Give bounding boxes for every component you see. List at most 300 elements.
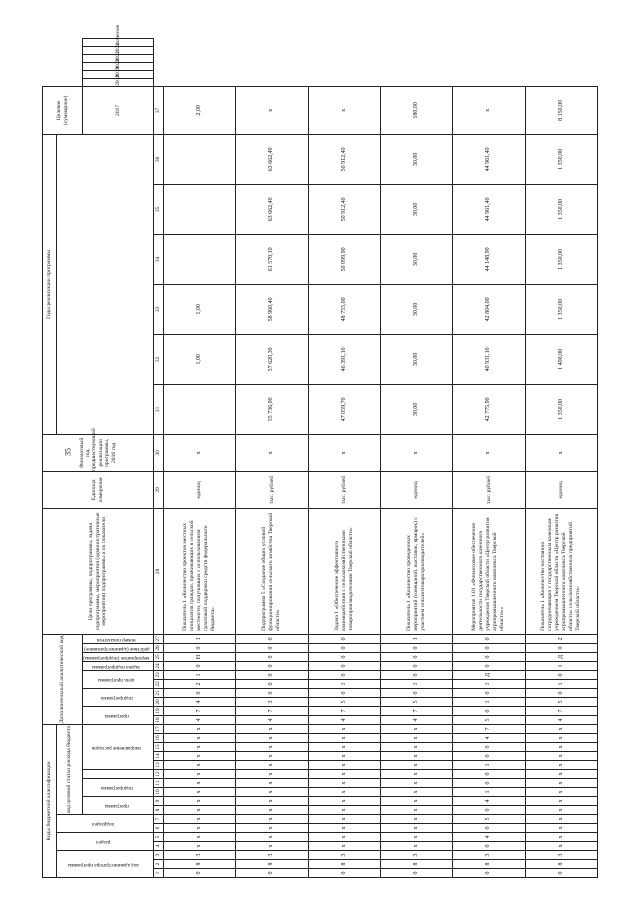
row-year-value: 40 931,10 (453, 334, 525, 384)
code-digit: 4 (163, 715, 235, 724)
code-digit: х (163, 806, 235, 815)
header-analytic-indicator: номер показателя (83, 634, 154, 643)
code-digit: 7 (380, 706, 452, 715)
code-digit: 0 (453, 869, 525, 878)
code-digit: х (236, 779, 308, 788)
code-digit: х (236, 815, 308, 824)
code-digit: 0 (308, 670, 380, 679)
code-digit: 0 (453, 806, 525, 815)
row-description: Показатель 1 «Количество постоянно сотрудничающих с государственным казенным учреждением Тверской области «Центр развития агропромышленного комплекса Тверской области» сельскохозяйственных предприятий Тверской области» (525, 508, 597, 634)
column-number: 20 (153, 697, 163, 706)
header-blank (83, 770, 154, 779)
column-number: 24 (153, 661, 163, 670)
code-digit: 0 (308, 688, 380, 697)
row-year-value: 1 350,00 (525, 134, 597, 184)
code-digit: 0 (380, 670, 452, 679)
row-base-year: х (525, 434, 597, 471)
header-years-spacer (57, 134, 154, 434)
code-digit: 0 (308, 652, 380, 661)
row-year-value (163, 184, 235, 234)
row-year-value: 1 350,00 (525, 284, 597, 334)
header-goal-col: Цели программы, подпрограммы, задачи подпрограммы, мероприятия (административные мероприятия) подпрограммы и их показатели (43, 508, 154, 634)
row-unit: единиц (380, 471, 452, 508)
program-table (42, 24, 598, 878)
header-year-2018: 2018 (83, 78, 154, 86)
code-digit: х (308, 724, 380, 733)
code-digit: 4 (308, 715, 380, 724)
header-year-2019: 2019 (83, 70, 154, 78)
row-year-value: 57 620,30 (236, 334, 308, 384)
code-digit: х (308, 752, 380, 761)
code-digit: х (525, 815, 597, 824)
column-number: 16 (153, 734, 163, 743)
code-digit: х (525, 779, 597, 788)
code-digit: х (380, 824, 452, 833)
code-digit: 0 (525, 688, 597, 697)
code-digit: х (163, 743, 235, 752)
code-digit: 0 (380, 869, 452, 878)
code-digit: Н (163, 652, 235, 661)
column-number: 17 (153, 724, 163, 733)
code-digit: 8 (163, 860, 235, 869)
code-digit: х (380, 724, 452, 733)
header-year-2020: 2020 (83, 62, 154, 70)
row-year-value: 30,00 (380, 384, 452, 434)
code-digit: 4 (163, 697, 235, 706)
code-digit: х (525, 788, 597, 797)
code-digit: 4 (453, 797, 525, 806)
header-analytic-action: действие (административное) (83, 643, 154, 652)
code-digit: 0 (380, 661, 452, 670)
code-digit: 0 (308, 643, 380, 652)
header-years-group: Годы реализации программы (43, 134, 57, 434)
code-digit: 8 (525, 860, 597, 869)
header-subprogram: подпрограмма (83, 779, 154, 797)
code-digit: 1 (380, 634, 452, 643)
column-number: 4 (153, 842, 163, 851)
code-digit: х (236, 770, 308, 779)
column-number: 14 (153, 752, 163, 761)
code-digit: 0 (453, 824, 525, 833)
column-number: 33 (153, 284, 163, 334)
column-number: 10 (153, 788, 163, 797)
row-year-value: 50 099,90 (308, 234, 380, 284)
table-row (236, 39, 308, 878)
code-digit: 3 (308, 851, 380, 860)
row-year-value: 44 148,90 (453, 234, 525, 284)
row-year-value: 63 662,40 (236, 134, 308, 184)
column-number: 2 (153, 860, 163, 869)
column-number: 27 (153, 634, 163, 643)
program-table-sheet (42, 24, 598, 878)
row-unit: тыс. рублей (453, 471, 525, 508)
column-number: 30 (153, 434, 163, 471)
code-digit: х (236, 833, 308, 842)
code-digit: 1 (453, 761, 525, 770)
code-digit: 0 (236, 688, 308, 697)
code-digit: х (236, 724, 308, 733)
row-base-year: х (236, 434, 308, 471)
header-year-2017: 2017 (83, 86, 154, 134)
column-number: 21 (153, 688, 163, 697)
column-number: 25 (153, 652, 163, 661)
code-digit: 1 (453, 679, 525, 688)
row-base-year: х (163, 434, 235, 471)
row-year-value (163, 234, 235, 284)
code-digit: 3 (380, 851, 452, 860)
code-digit: х (308, 779, 380, 788)
code-digit: 0 (453, 643, 525, 652)
column-number: 8 (153, 806, 163, 815)
code-digit: 4 (525, 715, 597, 724)
code-digit: х (163, 815, 235, 824)
code-digit: х (163, 724, 235, 733)
code-digit: 1 (525, 679, 597, 688)
column-number: 1 (153, 869, 163, 878)
code-digit: 3 (453, 851, 525, 860)
code-digit: 3 (236, 697, 308, 706)
code-digit: 1 (525, 661, 597, 670)
row-year-value: 55 736,00 (236, 384, 308, 434)
column-number: 15 (153, 743, 163, 752)
code-digit: 7 (163, 706, 235, 715)
row-target-value: 180,00 (380, 86, 452, 134)
column-number: 11 (153, 779, 163, 788)
code-digit: х (525, 806, 597, 815)
row-year-value: 1 350,00 (525, 384, 597, 434)
row-year-value: 58 960,40 (236, 284, 308, 334)
code-digit: 2 (525, 634, 597, 643)
column-number: 19 (153, 706, 163, 715)
row-unit: тыс. рублей (236, 471, 308, 508)
header-admin-code: код администратора программы (57, 851, 154, 878)
row-base-year: х (308, 434, 380, 471)
row-year-value: 1 350,00 (525, 234, 597, 284)
column-number: 9 (153, 797, 163, 806)
code-digit: 7 (236, 706, 308, 715)
row-year-value: 48 755,00 (308, 284, 380, 334)
row-year-value: 46 391,10 (308, 334, 380, 384)
header-program: программа (83, 797, 154, 815)
column-number: 32 (153, 334, 163, 384)
code-digit: х (525, 824, 597, 833)
row-unit: тыс. рублей (308, 471, 380, 508)
code-digit: 0 (525, 670, 597, 679)
code-digit: 0 (453, 770, 525, 779)
code-digit: х (525, 724, 597, 733)
code-digit: х (236, 761, 308, 770)
code-digit: х (380, 842, 452, 851)
row-year-value: 61 570,10 (236, 234, 308, 284)
row-year-value: 1 400,00 (525, 334, 597, 384)
code-digit: 5 (453, 815, 525, 824)
row-target-value: х (308, 86, 380, 134)
row-year-value: 30,00 (380, 234, 452, 284)
code-digit: х (525, 833, 597, 842)
column-number: 13 (153, 761, 163, 770)
code-digit: х (163, 761, 235, 770)
header-target-sub: значение (83, 39, 154, 47)
column-number: 28 (153, 508, 163, 634)
column-number: 22 (153, 679, 163, 688)
code-digit: х (308, 815, 380, 824)
code-digit: х (380, 806, 452, 815)
code-digit: 0 (453, 752, 525, 761)
row-unit: единиц (525, 471, 597, 508)
code-digit: х (380, 734, 452, 743)
header-analytic-measure: мероприятие (подпрограммы) (83, 652, 154, 661)
row-year-value: 30,00 (380, 184, 452, 234)
code-digit: 0 (453, 842, 525, 851)
code-digit: х (380, 833, 452, 842)
code-digit: 0 (163, 661, 235, 670)
code-digit: х (525, 761, 597, 770)
code-digit: 0 (236, 670, 308, 679)
row-base-year: х (380, 434, 452, 471)
code-digit: х (525, 770, 597, 779)
code-digit: 1 (163, 670, 235, 679)
row-description: Задача 1 «Обеспечение эффективного взаимодействия с сельскохозяйственными товаропроизводителями Тверской области» (308, 508, 380, 634)
code-digit: 1 (163, 634, 235, 643)
code-digit: х (380, 761, 452, 770)
code-digit: 0 (453, 661, 525, 670)
code-digit: 1 (453, 788, 525, 797)
row-year-value: 42 775,90 (453, 384, 525, 434)
row-target-value: 8 150,00 (525, 86, 597, 134)
code-digit: х (163, 779, 235, 788)
row-year-value: 30,00 (380, 334, 452, 384)
code-digit: х (380, 743, 452, 752)
code-digit: х (525, 797, 597, 806)
code-digit: 7 (453, 724, 525, 733)
header-year-2021: 2021 (83, 54, 154, 62)
code-digit: х (163, 788, 235, 797)
row-year-value: 1,00 (163, 284, 235, 334)
code-digit: 7 (525, 706, 597, 715)
header-target-col: Целевое (суммарное) (43, 86, 83, 134)
code-digit: 1 (308, 679, 380, 688)
column-number: 23 (153, 670, 163, 679)
code-digit: х (236, 743, 308, 752)
code-digit: х (308, 797, 380, 806)
header-subsection: подраздел (57, 815, 154, 833)
code-digit: 0 (453, 779, 525, 788)
code-digit: Д (525, 652, 597, 661)
code-digit: 0 (236, 643, 308, 652)
code-digit: 8 (380, 860, 452, 869)
code-digit: 0 (453, 688, 525, 697)
code-digit: х (380, 788, 452, 797)
code-digit: 0 (380, 688, 452, 697)
code-digit: х (163, 797, 235, 806)
row-description: Показатель 1 «Количество проведенных мероприятий (совещаний, выставок, ярмарок) с участием сельхозтоваропроизводителей» (380, 508, 452, 634)
code-digit: х (308, 743, 380, 752)
code-digit: х (380, 815, 452, 824)
code-digit: х (236, 734, 308, 743)
code-digit: 0 (236, 634, 308, 643)
row-year-value: 44 961,40 (453, 184, 525, 234)
row-unit: единиц (163, 471, 235, 508)
column-number: 31 (153, 384, 163, 434)
column-number: 34 (153, 234, 163, 284)
column-number: 3 (153, 851, 163, 860)
page-number: 35 (63, 448, 73, 456)
row-year-value: 47 059,70 (308, 384, 380, 434)
code-digit: 8 (453, 860, 525, 869)
code-digit: 8 (308, 860, 380, 869)
code-digit: 4 (236, 715, 308, 724)
code-digit: х (380, 779, 452, 788)
code-digit: 0 (380, 652, 452, 661)
code-digit: х (163, 824, 235, 833)
row-base-year: х (453, 434, 525, 471)
code-digit: х (308, 842, 380, 851)
code-digit: 4 (380, 715, 452, 724)
table-body (163, 39, 597, 878)
code-digit: х (236, 842, 308, 851)
row-description: Показатель 1 «Количество проектов местных инициатив граждан, проживающих в сельской местности, получивших с использованием грантовой поддержки средств федерального бюджета» (163, 508, 235, 634)
code-digit: х (308, 806, 380, 815)
code-digit: 0 (236, 661, 308, 670)
code-digit: 0 (163, 688, 235, 697)
column-number: 6 (153, 824, 163, 833)
code-digit: х (308, 770, 380, 779)
column-number: 5 (153, 833, 163, 842)
code-digit: 0 (525, 869, 597, 878)
code-digit: 3 (163, 851, 235, 860)
code-digit: 0 (308, 634, 380, 643)
column-number: 7 (153, 815, 163, 824)
row-description: Мероприятие 1.01 «Финансовое обеспечение деятельности государственного казенного учреждения Тверской области «Центр развития агропромышленного комплекса Тверской области»» (453, 508, 525, 634)
code-digit: 7 (308, 706, 380, 715)
code-digit: 0 (453, 634, 525, 643)
row-target-value: х (453, 86, 525, 134)
row-year-value: 63 662,40 (236, 184, 308, 234)
code-digit: х (525, 752, 597, 761)
code-digit: 0 (236, 679, 308, 688)
header-unit-col: Единица измерения (43, 471, 154, 508)
code-digit: х (525, 734, 597, 743)
code-digit: 3 (236, 851, 308, 860)
code-digit: х (163, 734, 235, 743)
code-digit: х (236, 752, 308, 761)
table-row (163, 39, 235, 878)
table-row (380, 39, 452, 878)
code-digit: х (380, 752, 452, 761)
table-row (525, 39, 597, 878)
header-direction: направление расходов (83, 724, 154, 769)
row-year-value (163, 134, 235, 184)
code-digit: 3 (525, 851, 597, 860)
header-analytic-goal: цель программы (83, 670, 154, 688)
header-analytic-program: программа (83, 706, 154, 724)
code-digit: х (308, 761, 380, 770)
header-budget-codes: Коды бюджетной классификации (43, 724, 57, 877)
column-number: 35 (153, 184, 163, 234)
code-digit: 0 (308, 661, 380, 670)
code-digit: 0 (163, 869, 235, 878)
column-number: 29 (153, 471, 163, 508)
code-digit: х (380, 797, 452, 806)
code-digit: 2 (163, 679, 235, 688)
code-digit: х (308, 833, 380, 842)
code-digit: 8 (236, 860, 308, 869)
code-digit: 5 (453, 715, 525, 724)
code-digit: 1 (453, 697, 525, 706)
code-digit: 0 (308, 869, 380, 878)
code-digit: х (236, 824, 308, 833)
code-digit: 5 (308, 697, 380, 706)
row-year-value: 44 961,40 (453, 134, 525, 184)
row-description: Подпрограмма 5 «Создание общих условий функционирования сельского хозяйства Тверской области» (236, 508, 308, 634)
table-row (453, 39, 525, 878)
code-digit: х (308, 734, 380, 743)
code-digit: х (163, 752, 235, 761)
table-row (308, 39, 380, 878)
code-digit: 0 (236, 652, 308, 661)
row-year-value: 1 350,00 (525, 184, 597, 234)
row-year-value: 30,00 (380, 284, 452, 334)
code-digit: х (163, 842, 235, 851)
code-digit: 0 (380, 643, 452, 652)
code-digit: х (236, 806, 308, 815)
code-digit: 0 (453, 652, 525, 661)
column-number: 12 (153, 770, 163, 779)
code-digit: х (308, 824, 380, 833)
row-year-value: 50 912,40 (308, 134, 380, 184)
code-digit: 0 (163, 643, 235, 652)
code-digit: х (163, 770, 235, 779)
code-digit: х (380, 770, 452, 779)
header-analytic-subprogram: подпрограмма (83, 688, 154, 706)
code-digit: 4 (453, 734, 525, 743)
column-number: 26 (153, 643, 163, 652)
code-digit: 0 (453, 743, 525, 752)
column-number: 36 (153, 134, 163, 184)
row-target-value: х (236, 86, 308, 134)
column-number: 37 (153, 86, 163, 134)
row-target-value: 2,00 (163, 86, 235, 134)
column-number-row (153, 39, 163, 878)
code-digit: 1 (380, 679, 452, 688)
row-year-value: 42 804,00 (453, 284, 525, 334)
header-analytic-code: Дополнительный аналитический код (43, 634, 83, 724)
code-digit: х (525, 842, 597, 851)
code-digit: х (308, 788, 380, 797)
row-year-value: 1,00 (163, 334, 235, 384)
header-analytic-task: задача подпрограммы (83, 661, 154, 670)
code-digit: 0 (525, 643, 597, 652)
header-expense-article: код целевой статьи расхода бюджета (57, 724, 83, 814)
row-year-value: 30,00 (380, 134, 452, 184)
code-digit: х (163, 833, 235, 842)
header-year-2022: 2022 (83, 47, 154, 55)
code-digit: 0 (453, 706, 525, 715)
code-digit: 5 (380, 697, 452, 706)
code-digit: х (236, 788, 308, 797)
row-year-value (163, 384, 235, 434)
code-digit: х (236, 797, 308, 806)
code-digit: х (525, 743, 597, 752)
column-number: 18 (153, 715, 163, 724)
row-year-value: 50 912,40 (308, 184, 380, 234)
header-section: раздел (57, 833, 154, 851)
code-digit: 4 (453, 833, 525, 842)
code-digit: Д (453, 670, 525, 679)
code-digit: 5 (525, 697, 597, 706)
header-fin-year-col: Финансовый год, предшествующий реализации программы, 2016 год (43, 434, 154, 471)
code-digit: 0 (236, 869, 308, 878)
